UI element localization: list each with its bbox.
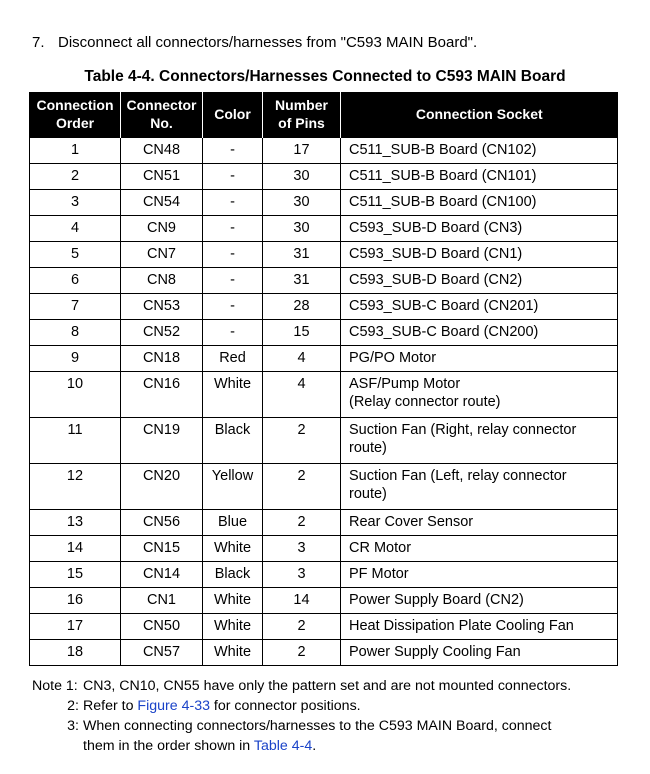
cell-connection-socket	[341, 464, 618, 510]
cell-connector-no: CN18	[121, 346, 203, 372]
cell-connection-socket	[341, 138, 618, 164]
table-body	[30, 138, 618, 666]
socket-line: (Relay connector route)	[349, 394, 501, 410]
cell-color: -	[203, 242, 263, 268]
cell-connection-socket	[341, 372, 618, 418]
cell-connection-socket	[341, 640, 618, 666]
step-text: Disconnect all connectors/harnesses from "C593 MAIN Board".	[58, 34, 478, 51]
connector-table	[29, 92, 618, 666]
table-row	[30, 138, 618, 164]
socket-line: C511_SUB-B Board (CN102)	[349, 142, 537, 158]
table-row	[30, 320, 618, 346]
table-row	[30, 372, 618, 418]
socket-line: route)	[349, 486, 387, 502]
cell-connection-socket	[341, 216, 618, 242]
cell-connector-no: CN51	[121, 164, 203, 190]
cell-connection-socket	[341, 536, 618, 562]
step-instruction	[32, 34, 477, 51]
note-2	[32, 696, 571, 716]
socket-line: C593_SUB-D Board (CN2)	[349, 272, 523, 288]
notes	[32, 676, 571, 756]
note-3	[32, 716, 571, 736]
cell-number-of-pins: 14	[263, 588, 341, 614]
table-row	[30, 536, 618, 562]
cell-color: -	[203, 320, 263, 346]
cell-connector-no: CN52	[121, 320, 203, 346]
cell-connection-order: 11	[30, 418, 121, 464]
cell-color: -	[203, 164, 263, 190]
cell-number-of-pins: 30	[263, 164, 341, 190]
table-row	[30, 418, 618, 464]
socket-line: CR Motor	[349, 540, 412, 556]
cell-connection-order: 8	[30, 320, 121, 346]
socket-line: Suction Fan (Left, relay connector	[349, 468, 567, 484]
cell-number-of-pins: 28	[263, 294, 341, 320]
cell-connection-order: 12	[30, 464, 121, 510]
cell-connection-socket	[341, 562, 618, 588]
cell-number-of-pins: 31	[263, 242, 341, 268]
note-1-label: Note 1:	[32, 678, 78, 694]
cell-connector-no: CN54	[121, 190, 203, 216]
cell-color: -	[203, 268, 263, 294]
table-row	[30, 640, 618, 666]
cell-color: -	[203, 294, 263, 320]
note-2-text-post: for connector positions.	[209, 698, 361, 714]
cell-color: Black	[203, 418, 263, 464]
cell-number-of-pins: 4	[263, 372, 341, 418]
cell-connection-order: 2	[30, 164, 121, 190]
cell-connector-no: CN7	[121, 242, 203, 268]
socket-line: Power Supply Board (CN2)	[349, 592, 524, 608]
cell-connector-no: CN57	[121, 640, 203, 666]
socket-line: C593_SUB-C Board (CN200)	[349, 324, 539, 340]
cell-number-of-pins: 2	[263, 418, 341, 464]
cell-number-of-pins: 4	[263, 346, 341, 372]
note-1	[32, 676, 571, 696]
cell-connection-socket	[341, 190, 618, 216]
figure-4-33-link[interactable]: Figure 4-33	[137, 698, 210, 714]
cell-color: White	[203, 614, 263, 640]
socket-line: Rear Cover Sensor	[349, 514, 474, 530]
table-row	[30, 294, 618, 320]
cell-connector-no: CN16	[121, 372, 203, 418]
cell-connection-order: 3	[30, 190, 121, 216]
header-connection-socket: Connection Socket	[341, 92, 618, 138]
note-1-text: CN3, CN10, CN55 have only the pattern set and are not mounted connectors.	[83, 678, 572, 694]
cell-number-of-pins: 15	[263, 320, 341, 346]
cell-connection-socket	[341, 346, 618, 372]
note-3-text-line2-post: .	[312, 738, 317, 754]
cell-connection-order: 14	[30, 536, 121, 562]
socket-line: PF Motor	[349, 566, 409, 582]
cell-connector-no: CN1	[121, 588, 203, 614]
table-row	[30, 510, 618, 536]
cell-connection-socket	[341, 242, 618, 268]
cell-number-of-pins: 3	[263, 562, 341, 588]
socket-line: C593_SUB-C Board (CN201)	[349, 298, 539, 314]
cell-number-of-pins: 2	[263, 614, 341, 640]
socket-line: C593_SUB-D Board (CN1)	[349, 246, 523, 262]
cell-connector-no: CN19	[121, 418, 203, 464]
cell-number-of-pins: 2	[263, 510, 341, 536]
cell-color: Red	[203, 346, 263, 372]
cell-connection-order: 17	[30, 614, 121, 640]
cell-connector-no: CN15	[121, 536, 203, 562]
step-number: 7.	[32, 34, 45, 51]
note-3-label: 3:	[67, 718, 79, 734]
cell-number-of-pins: 30	[263, 216, 341, 242]
cell-connector-no: CN50	[121, 614, 203, 640]
socket-line: PG/PO Motor	[349, 350, 437, 366]
cell-connection-socket	[341, 294, 618, 320]
socket-line: C511_SUB-B Board (CN100)	[349, 194, 537, 210]
note-3-text-line1: When connecting connectors/harnesses to the C593 MAIN Board, connect	[83, 718, 552, 734]
cell-connector-no: CN53	[121, 294, 203, 320]
cell-connection-order: 9	[30, 346, 121, 372]
socket-line: ASF/Pump Motor	[349, 376, 461, 392]
cell-color: White	[203, 640, 263, 666]
cell-connection-socket	[341, 510, 618, 536]
cell-color: -	[203, 138, 263, 164]
cell-connector-no: CN9	[121, 216, 203, 242]
cell-color: -	[203, 216, 263, 242]
cell-color: White	[203, 536, 263, 562]
header-connector-no: Connector No.	[121, 92, 203, 138]
socket-line: route)	[349, 440, 387, 456]
table-row	[30, 346, 618, 372]
cell-connection-order: 18	[30, 640, 121, 666]
table-row	[30, 464, 618, 510]
cell-connector-no: CN14	[121, 562, 203, 588]
socket-line: Power Supply Cooling Fan	[349, 644, 521, 660]
cell-connection-order: 16	[30, 588, 121, 614]
cell-connector-no: CN56	[121, 510, 203, 536]
header-connection-order: Connection Order	[30, 92, 121, 138]
cell-color: White	[203, 372, 263, 418]
socket-line: C511_SUB-B Board (CN101)	[349, 168, 537, 184]
cell-color: White	[203, 588, 263, 614]
cell-connection-order: 6	[30, 268, 121, 294]
table-row	[30, 562, 618, 588]
note-2-text-pre: Refer to	[83, 698, 138, 714]
cell-connection-order: 10	[30, 372, 121, 418]
note-3-text-line2-pre: them in the order shown in	[83, 738, 254, 754]
cell-color: Yellow	[203, 464, 263, 510]
header-color: Color	[203, 92, 263, 138]
cell-connection-socket	[341, 588, 618, 614]
cell-connection-socket	[341, 614, 618, 640]
cell-number-of-pins: 2	[263, 640, 341, 666]
table-row	[30, 268, 618, 294]
cell-connector-no: CN20	[121, 464, 203, 510]
socket-line: C593_SUB-D Board (CN3)	[349, 220, 523, 236]
header-number-of-pins: Number of Pins	[263, 92, 341, 138]
cell-number-of-pins: 30	[263, 190, 341, 216]
cell-connection-order: 5	[30, 242, 121, 268]
cell-connector-no: CN8	[121, 268, 203, 294]
cell-connection-socket	[341, 418, 618, 464]
table-row	[30, 164, 618, 190]
cell-number-of-pins: 2	[263, 464, 341, 510]
cell-number-of-pins: 31	[263, 268, 341, 294]
cell-connection-socket	[341, 268, 618, 294]
table-caption: Table 4-4. Connectors/Harnesses Connected to C593 MAIN Board	[84, 68, 566, 85]
cell-connection-order: 4	[30, 216, 121, 242]
cell-connection-order: 15	[30, 562, 121, 588]
socket-line: Heat Dissipation Plate Cooling Fan	[349, 618, 574, 634]
socket-line: Suction Fan (Right, relay connector	[349, 422, 577, 438]
cell-connection-socket	[341, 320, 618, 346]
cell-color: Black	[203, 562, 263, 588]
cell-connection-order: 1	[30, 138, 121, 164]
table-4-4-link[interactable]: Table 4-4	[253, 738, 313, 754]
table-row	[30, 216, 618, 242]
cell-color: Blue	[203, 510, 263, 536]
cell-connector-no: CN48	[121, 138, 203, 164]
cell-connection-order: 7	[30, 294, 121, 320]
note-2-label: 2:	[67, 698, 79, 714]
cell-number-of-pins: 17	[263, 138, 341, 164]
cell-connection-socket	[341, 164, 618, 190]
table-row	[30, 242, 618, 268]
table-row	[30, 190, 618, 216]
cell-color: -	[203, 190, 263, 216]
table-header-row	[30, 92, 618, 138]
cell-number-of-pins: 3	[263, 536, 341, 562]
table-row	[30, 614, 618, 640]
note-3-continuation	[32, 736, 571, 756]
table-row	[30, 588, 618, 614]
cell-connection-order: 13	[30, 510, 121, 536]
